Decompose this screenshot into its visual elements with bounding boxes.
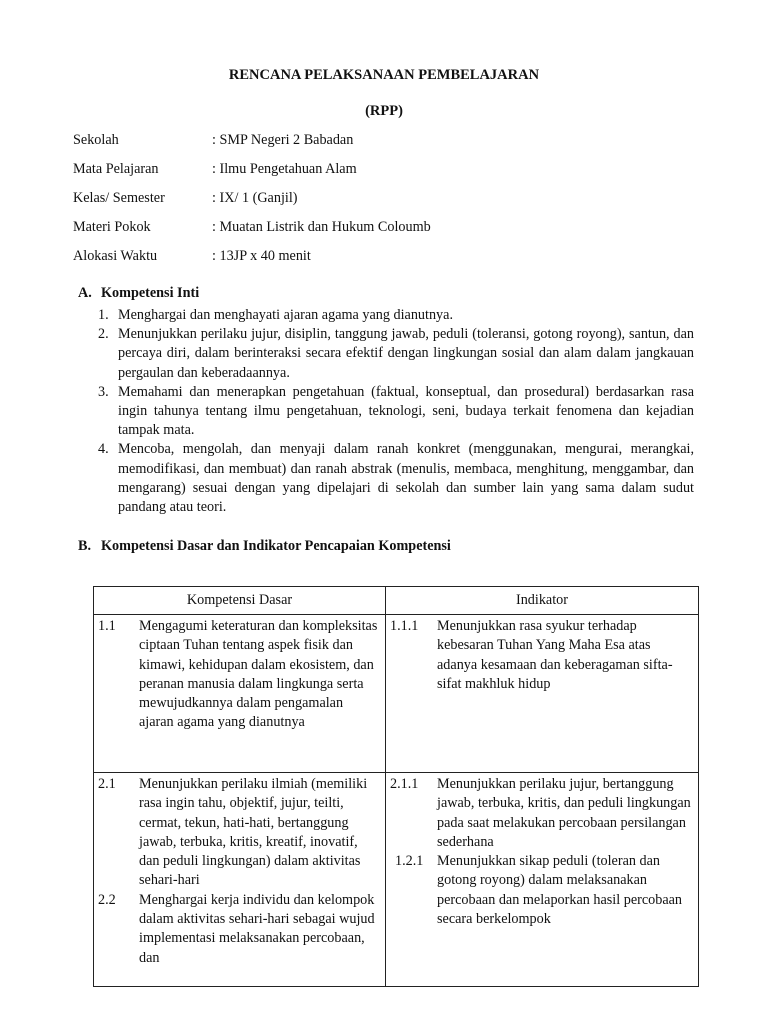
indicator-code: 1.1.1 xyxy=(390,618,419,634)
kd-indicator-table xyxy=(93,586,699,987)
kd-cell xyxy=(94,615,386,773)
indicator-text: Menunjukkan perilaku jujur, bertanggung jawab, terbuka, kritis, dan peduli lingkungan pada saat melakukan percobaan persilangan sederhana xyxy=(437,776,691,850)
identity-label-kelas-semester: Kelas/ Semester xyxy=(73,190,165,206)
kd-entry xyxy=(98,617,381,733)
indicator-text: Menunjukkan sikap peduli (toleran dan gotong royong) dalam melaksanakan percobaan dan melaporkan hasil percobaan secara berkelompok xyxy=(437,853,683,928)
kd-text: Mengagumi keteraturan dan kompleksitas ciptaan Tuhan tentang aspek fisik dan kimawi, kehidupan dalam ekosistem, dan peranan manusia dalam lingkunga serta mewujudkannya dalam pengamalan ajaran agama yang dianutnya xyxy=(139,618,378,731)
table-row xyxy=(94,773,699,987)
section-a-title: Kompetensi Inti xyxy=(101,285,200,301)
section-a-letter: A. xyxy=(78,285,92,301)
section-b-heading xyxy=(78,538,451,555)
indicator-entry xyxy=(390,617,694,694)
identity-label-materi-pokok: Materi Pokok xyxy=(73,219,151,235)
identity-value-alokasi-waktu: : 13JP x 40 menit xyxy=(212,248,311,264)
list-item xyxy=(98,306,694,325)
section-a-heading xyxy=(78,285,199,302)
list-item-text: Menghargai dan menghayati ajaran agama yang dianutnya. xyxy=(118,307,453,323)
column-header-kompetensi-dasar: Kompetensi Dasar xyxy=(94,587,386,615)
kd-text: Menunjukkan perilaku ilmiah (memiliki rasa ingin tahu, objektif, jujur, teilti, cermat, tekun, hati-hati, bertanggung jawab, terbuka, kritis, kreatif, inovatif, dan peduli lingkungan) dalam aktivitas sehari-hari xyxy=(139,776,368,889)
kompetensi-inti-list xyxy=(98,306,694,517)
table-header-row xyxy=(94,587,699,615)
list-item-number: 1. xyxy=(98,307,109,323)
kd-cell xyxy=(94,773,386,987)
document-title: RENCANA PELAKSANAAN PEMBELAJARAN xyxy=(228,67,540,83)
identity-value-mata-pelajaran: : Ilmu Pengetahuan Alam xyxy=(212,161,357,177)
list-item xyxy=(98,440,694,517)
kd-entry xyxy=(98,775,381,891)
list-item-text: Menunjukkan perilaku jujur, disiplin, tanggung jawab, peduli (toleransi, gotong royong), santun, dan percaya diri, dalam berinteraksi secara efektif dengan lingkungan sosial dan alam dalam jangkauan pergaulan dan keberadaannya. xyxy=(118,326,694,381)
list-item-number: 2. xyxy=(98,326,109,343)
column-header-indikator: Indikator xyxy=(386,587,699,615)
indicator-code: 2.1.1 xyxy=(390,776,419,792)
identity-label-alokasi-waktu: Alokasi Waktu xyxy=(73,248,158,264)
list-item xyxy=(98,325,694,383)
table-row xyxy=(94,615,699,773)
kd-entry xyxy=(98,891,381,968)
document-subtitle: (RPP) xyxy=(365,103,403,119)
indicator-code: 1.2.1 xyxy=(395,853,424,870)
list-item-text: Memahami dan menerapkan pengetahuan (faktual, konseptual, dan prosedural) berdasarkan rasa ingin tahunya tentang ilmu pengetahuan, teknologi, seni, budaya terkait fenomena dan kejadian tampak mata. xyxy=(118,383,694,439)
kd-code: 2.1 xyxy=(98,776,116,792)
list-item xyxy=(98,383,694,441)
identity-value-kelas-semester: : IX/ 1 (Ganjil) xyxy=(212,190,298,206)
indicator-cell xyxy=(386,773,699,987)
indicator-entry xyxy=(390,852,694,929)
section-b-letter: B. xyxy=(78,538,92,554)
identity-value-materi-pokok: : Muatan Listrik dan Hukum Coloumb xyxy=(212,219,431,235)
kd-text: Menghargai kerja individu dan kelompok dalam aktivitas sehari-hari sebagai wujud implementasi melaksanakan percobaan, dan xyxy=(139,891,375,966)
list-item-text: Mencoba, mengolah, dan menyaji dalam ranah konkret (menggunakan, mengurai, merangkai, memodifikasi, dan membuat) dan ranah abstrak (menulis, membaca, menghitung, menggambar, dan mengarang) sesuai dengan yang dipelajari di sekolah dan sumber lain yang sama dalam sudut pandang atau teori. xyxy=(118,441,694,516)
list-item-number: 3. xyxy=(98,383,109,400)
section-b-title: Kompetensi Dasar dan Indikator Pencapaian Kompetensi xyxy=(101,538,451,554)
list-item-number: 4. xyxy=(98,441,109,458)
kd-code: 2.2 xyxy=(98,891,116,908)
identity-label-mata-pelajaran: Mata Pelajaran xyxy=(73,161,159,177)
indicator-entry xyxy=(390,775,694,852)
kd-code: 1.1 xyxy=(98,618,116,634)
identity-label-sekolah: Sekolah xyxy=(73,132,119,148)
identity-value-sekolah: : SMP Negeri 2 Babadan xyxy=(212,132,354,148)
indicator-cell xyxy=(386,615,699,773)
indicator-text: Menunjukkan rasa syukur terhadap kebesaran Tuhan Yang Maha Esa atas adanya kesamaan dan keberagaman sifta-sifat makhluk hidup xyxy=(437,618,673,692)
